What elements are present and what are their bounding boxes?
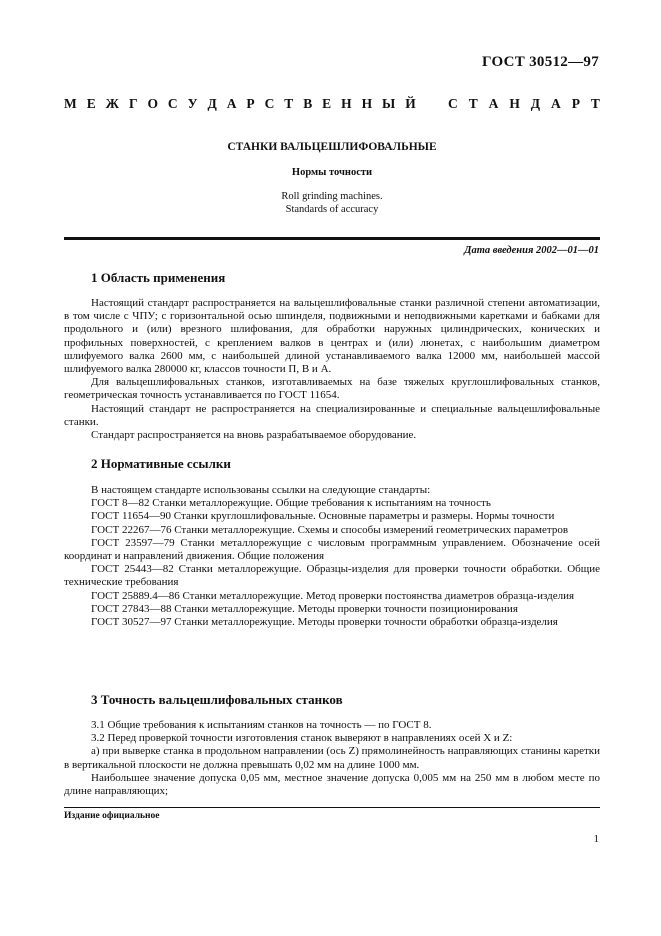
reference-item: ГОСТ 11654—90 Станки круглошлифовальные. Основные параметры и размеры. Нормы точности — [91, 510, 555, 523]
section-1-paragraph: Настоящий стандарт распространяется на вальцешлифовальные станки различной степени автоматизации, в том числе с ЧПУ; с горизонтальной осью шпинделя, подвижными и неподвижными каретками и бабками для продольного и (или) врезного шлифования, для обработки наружных цилиндрических, конических и профильных поверхностей, с креплением валков в центрах и (или) люнетах, с наибольшим диаметром шлифуемого валка 2600 мм, с наибольшей длиной устанавливаемого валка 12000 мм, наибольшей массой шлифуемого валка 280000 кг, классов точности П, В и А. — [64, 297, 600, 376]
english-title-line2: Standards of accuracy — [285, 204, 379, 215]
section-1-body — [64, 297, 600, 442]
section-1-paragraph: Настоящий стандарт не распространяется на специализированные и специальные вальцешлифовальные станки. — [64, 402, 600, 428]
section-3-paragraph: 3.1 Общие требования к испытаниям станков на точность — по ГОСТ 8. — [91, 719, 432, 731]
section-2-intro: В настоящем стандарте использованы ссылки на следующие стандарты: — [91, 484, 431, 496]
reference-item: ГОСТ 8—82 Станки металлорежущие. Общие требования к испытаниям на точность — [91, 497, 491, 510]
reference-item: ГОСТ 27843—88 Станки металлорежущие. Методы проверки точности позиционирования — [91, 602, 518, 615]
header-divider — [64, 237, 600, 240]
banner-word-standard: С Т А Н Д А Р Т — [448, 96, 600, 111]
reference-item: ГОСТ 25443—82 Станки металлорежущие. Образцы-изделия для проверки точности обработки. Общие технические требования — [64, 563, 600, 589]
official-edition-note: Издание официальное — [64, 811, 160, 821]
section-3-body — [64, 719, 600, 798]
section-3-paragraph: Наибольшее значение допуска 0,05 мм, местное значение допуска 0,005 мм на 250 мм в любом месте по длине направляющих; — [64, 771, 600, 798]
reference-item: ГОСТ 25889.4—86 Станки металлорежущие. Метод проверки постоянства диаметров образца-изделия — [91, 589, 575, 602]
section-1-paragraph: Для вальцешлифовальных станков, изготавливаемых на базе тяжелых круглошлифовальных станков, геометрическая точность устанавливается по ГОСТ 11654. — [64, 376, 600, 402]
document-title: СТАНКИ ВАЛЬЦЕШЛИФОВАЛЬНЫЕ — [227, 141, 437, 153]
section-3-paragraph: а) при выверке станка в продольном направлении (ось Z) прямолинейность направляющих станины каретки в вертикальной плоскости не должна превышать 0,02 мм на длине 1000 мм. — [64, 745, 600, 771]
reference-item: ГОСТ 22267—76 Станки металлорежущие. Схемы и способы измерений геометрических параметров — [91, 523, 569, 536]
section-2-body — [64, 484, 600, 629]
section-1-heading: 1 Область применения — [91, 270, 226, 285]
date-of-introduction: Дата введения 2002—01—01 — [464, 245, 599, 256]
footer-divider — [64, 807, 600, 808]
gost-code: ГОСТ 30512—97 — [481, 54, 599, 70]
english-title-line1: Roll grinding machines. — [281, 191, 383, 202]
interstate-standard-banner — [64, 96, 600, 112]
section-3-heading: 3 Точность вальцешлифовальных станков — [91, 692, 343, 707]
page-number: 1 — [593, 833, 599, 845]
reference-item: ГОСТ 30527—97 Станки металлорежущие. Методы проверки точности обработки образца-изделия — [91, 616, 558, 629]
section-1-paragraph: Стандарт распространяется на вновь разрабатываемое оборудование. — [91, 429, 417, 442]
document-subtitle: Нормы точности — [291, 167, 373, 178]
english-title — [64, 190, 600, 216]
banner-word-interstate: М Е Ж Г О С У Д А Р С Т В Е Н Н Ы Й — [64, 96, 416, 111]
section-2-heading: 2 Нормативные ссылки — [91, 456, 231, 471]
reference-item: ГОСТ 23597—79 Станки металлорежущие с числовым программным управлением. Обозначение осей координат и направлений движения. Общие положения — [64, 536, 600, 563]
section-3-paragraph: 3.2 Перед проверкой точности изготовления станок выверяют в направлениях осей X и Z: — [91, 732, 513, 745]
